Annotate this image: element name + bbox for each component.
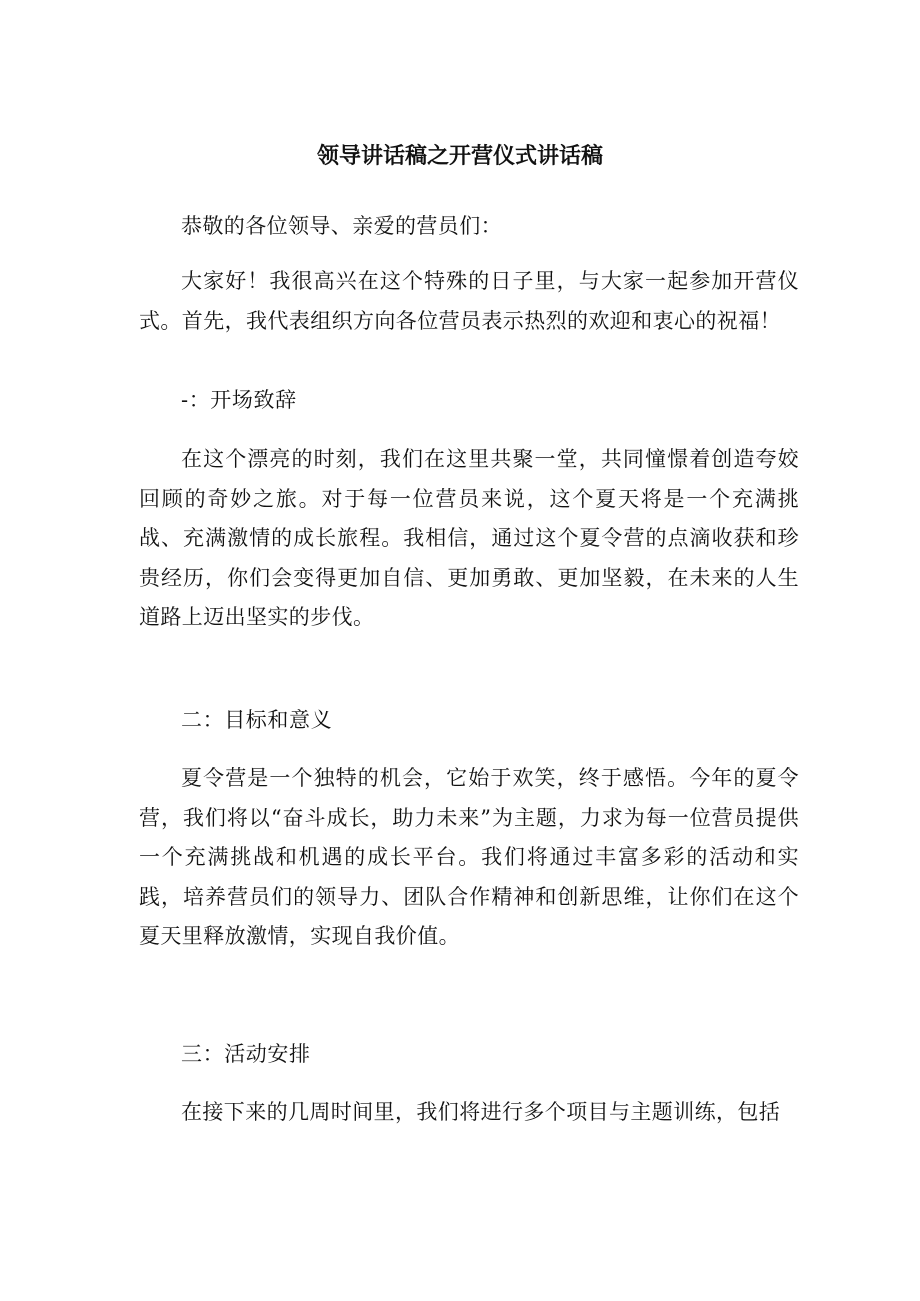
paragraph-activities: 在接下来的几周时间里，我们将进行多个项目与主题训练，包括 xyxy=(181,1100,781,1124)
section-heading-goals: 二：目标和意义 xyxy=(181,708,333,732)
section-heading-activities: 三：活动安排 xyxy=(181,1042,311,1066)
document-title: 领导讲话稿之开营仪式讲话稿 xyxy=(316,144,603,169)
paragraph-opening: 在这个漂亮的时刻，我们在这里共聚一堂，共同憧憬着创造夸姣回顾的奇妙之旅。对于每一位营员来说，这个夏天将是一个充满挑战、充满激情的成长旅程。我相信，通过这个夏令营的点滴收获和珍贵经历，你们会变得更加自信、更加勇敢、更加坚毅，在未来的人生道路上迈出坚实的步伐。 xyxy=(139,447,799,629)
paragraph-goals: 夏令营是一个独特的机会，它始于欢笑，终于感悟。今年的夏令营，我们将以“奋斗成长，助力未来”为主题，力求为每一位营员提供一个充满挑战和机遇的成长平台。我们将通过丰富多彩的活动和实践，培养营员们的领导力、团队合作精神和创新思维，让你们在这个夏天里释放激情，实现自我价值。 xyxy=(139,766,799,948)
paragraph-greeting: 大家好！我很高兴在这个特殊的日子里，与大家一起参加开营仪式。首先，我代表组织方向各位营员表示热烈的欢迎和衷心的祝福！ xyxy=(139,269,799,333)
salutation: 恭敬的各位领导、亲爱的营员们： xyxy=(181,214,502,238)
section-heading-opening: -：开场致辞 xyxy=(181,388,297,412)
